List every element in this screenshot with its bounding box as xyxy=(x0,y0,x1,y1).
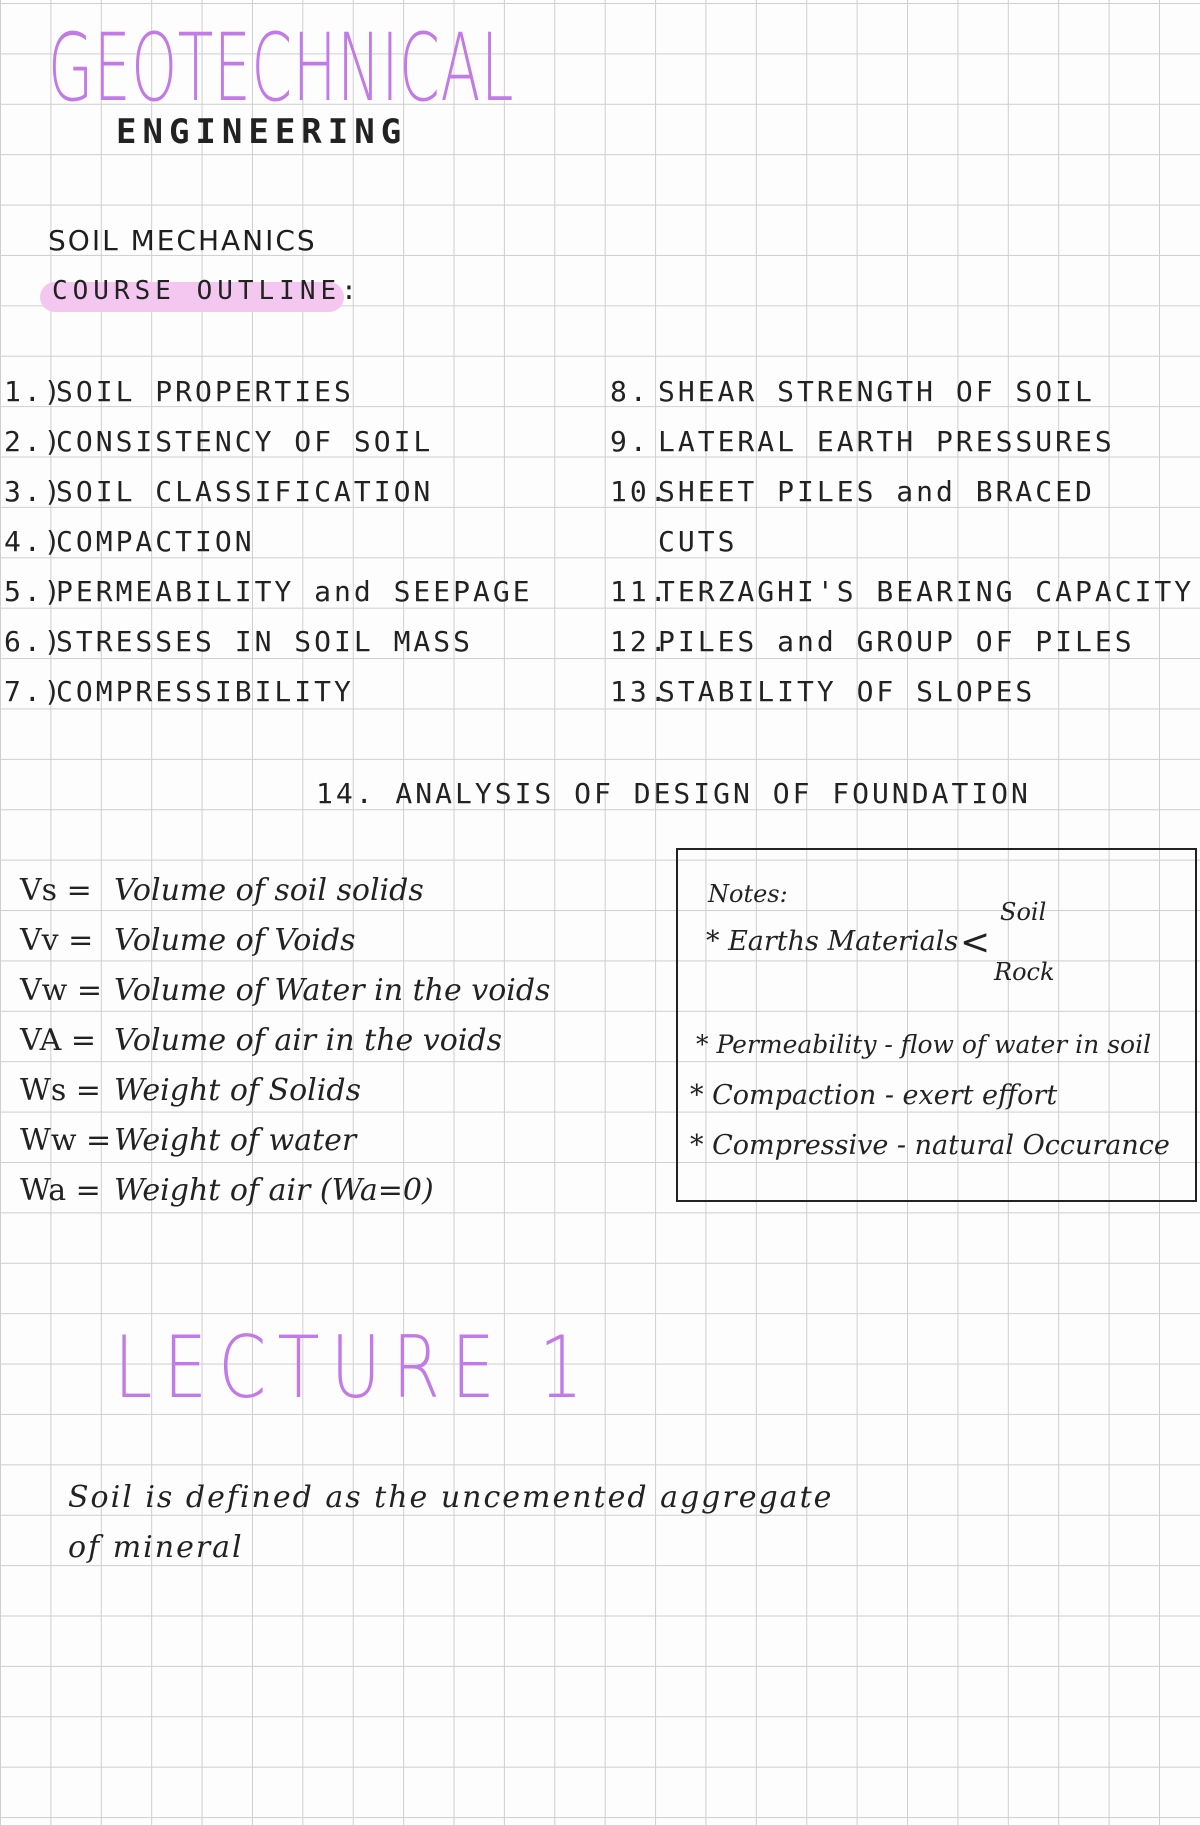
topic-item: 9. LATERAL EARTH PRESSURES xyxy=(610,425,1115,458)
note-item: * Compaction - exert effort xyxy=(690,1080,1058,1111)
topic-item: 4.)COMPACTION xyxy=(4,525,255,558)
definition-row: Vs = Volume of soil solids xyxy=(20,873,424,908)
topic-item: 11.TERZAGHI'S BEARING CAPACITY xyxy=(610,575,1195,608)
topic-item: 10.SHEET PILES and BRACED xyxy=(610,475,1095,508)
topic-item: 1.)SOIL PROPERTIES xyxy=(4,375,354,408)
definition-row: Wa = Weight of air (Wa=0) xyxy=(20,1173,434,1208)
page-title: GEOTECHNICAL xyxy=(48,14,515,123)
topic-item: 14. ANALYSIS OF DESIGN OF FOUNDATION xyxy=(316,777,1031,810)
definition-row: Vv = Volume of Voids xyxy=(20,923,356,958)
definition-row: VA = Volume of air in the voids xyxy=(20,1023,503,1058)
subject-heading: SOIL MECHANICS xyxy=(48,224,317,257)
page-subtitle: ENGINEERING xyxy=(116,112,408,152)
paragraph-line: Soil is defined as the uncemented aggregate xyxy=(68,1480,834,1515)
note-item: * Compressive - natural Occurance xyxy=(690,1130,1170,1161)
brace-icon: < xyxy=(960,922,991,963)
topic-item: 3.)SOIL CLASSIFICATION xyxy=(4,475,434,508)
note-item: * Permeability - flow of water in soil xyxy=(696,1030,1152,1059)
topic-item: 12.PILES and GROUP OF PILES xyxy=(610,625,1135,658)
note-earth-materials: * Earths Materials xyxy=(706,926,959,957)
notes-box xyxy=(676,848,1197,1202)
note-soil: Soil xyxy=(1000,898,1047,926)
note-rock: Rock xyxy=(994,958,1055,986)
lecture-heading: LECTURE 1 xyxy=(114,1318,594,1418)
paragraph-line: of mineral xyxy=(68,1530,244,1565)
definition-row: Ww =Weight of water xyxy=(20,1123,357,1158)
topic-item: 2.)CONSISTENCY OF SOIL xyxy=(4,425,434,458)
topic-item: 5.)PERMEABILITY and SEEPAGE xyxy=(4,575,533,608)
topic-item: CUTS xyxy=(658,525,738,558)
topic-item: 7.)COMPRESSIBILITY xyxy=(4,675,354,708)
notes-label: Notes: xyxy=(708,880,788,908)
course-outline-label: COURSE OUTLINE: xyxy=(40,276,362,306)
topic-item: 13.STABILITY OF SLOPES xyxy=(610,675,1036,708)
definition-row: Ws = Weight of Solids xyxy=(20,1073,361,1108)
definition-row: Vw = Volume of Water in the voids xyxy=(20,973,551,1008)
topic-item: 6.)STRESSES IN SOIL MASS xyxy=(4,625,474,658)
topic-item: 8. SHEAR STRENGTH OF SOIL xyxy=(610,375,1095,408)
